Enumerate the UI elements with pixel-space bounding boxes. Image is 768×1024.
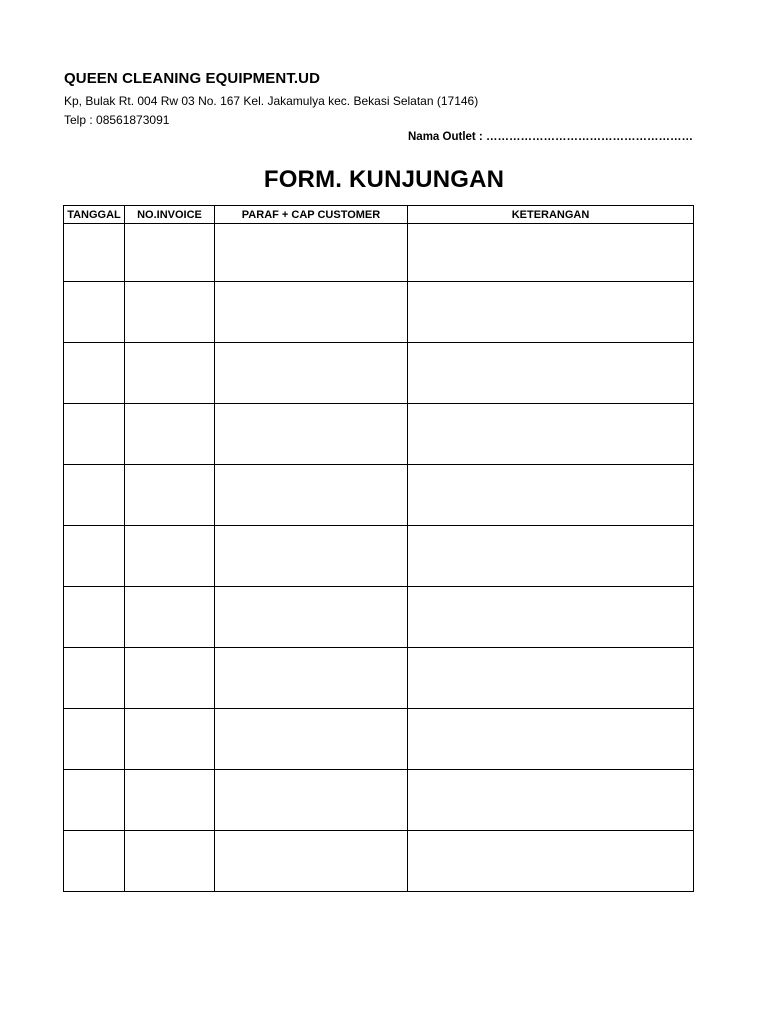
table-row [64,770,694,831]
company-address: Kp, Bulak Rt. 004 Rw 03 No. 167 Kel. Jakamulya kec. Bekasi Selatan (17146) [64,94,479,108]
keterangan-cell[interactable] [408,465,694,526]
keterangan-cell[interactable] [408,709,694,770]
keterangan-cell[interactable] [408,282,694,343]
table-row [64,465,694,526]
keterangan-cell[interactable] [408,526,694,587]
no-invoice-cell[interactable] [125,648,215,709]
no-invoice-cell[interactable] [125,587,215,648]
column-header-no-invoice: NO.INVOICE [125,206,215,224]
paraf-cap-customer-cell[interactable] [215,224,408,282]
tanggal-cell[interactable] [64,526,125,587]
no-invoice-cell[interactable] [125,831,215,892]
paraf-cap-customer-cell[interactable] [215,831,408,892]
table-body [64,224,694,892]
table-header-row [64,206,694,224]
no-invoice-cell[interactable] [125,770,215,831]
tanggal-cell[interactable] [64,465,125,526]
keterangan-cell[interactable] [408,770,694,831]
no-invoice-cell[interactable] [125,343,215,404]
tanggal-cell[interactable] [64,831,125,892]
keterangan-cell[interactable] [408,587,694,648]
paraf-cap-customer-cell[interactable] [215,648,408,709]
tanggal-cell[interactable] [64,343,125,404]
no-invoice-cell[interactable] [125,709,215,770]
tanggal-cell[interactable] [64,709,125,770]
column-header-keterangan: KETERANGAN [408,206,694,224]
no-invoice-cell[interactable] [125,282,215,343]
keterangan-cell[interactable] [408,404,694,465]
table-row [64,648,694,709]
paraf-cap-customer-cell[interactable] [215,404,408,465]
form-title: FORM. KUNJUNGAN [263,166,505,193]
company-phone: Telp : 08561873091 [64,113,170,127]
no-invoice-cell[interactable] [125,404,215,465]
tanggal-cell[interactable] [64,587,125,648]
outlet-name-field: Nama Outlet : ……………………………………………… [408,131,693,143]
column-header-tanggal: TANGGAL [64,206,125,224]
paraf-cap-customer-cell[interactable] [215,343,408,404]
tanggal-cell[interactable] [64,282,125,343]
paraf-cap-customer-cell[interactable] [215,526,408,587]
table-row [64,831,694,892]
column-header-paraf-cap-customer: PARAF + CAP CUSTOMER [215,206,408,224]
keterangan-cell[interactable] [408,648,694,709]
company-name: QUEEN CLEANING EQUIPMENT.UD [64,70,321,87]
tanggal-cell[interactable] [64,404,125,465]
table-row [64,404,694,465]
tanggal-cell[interactable] [64,224,125,282]
paraf-cap-customer-cell[interactable] [215,587,408,648]
table-row [64,224,694,282]
keterangan-cell[interactable] [408,343,694,404]
no-invoice-cell[interactable] [125,465,215,526]
table-row [64,343,694,404]
tanggal-cell[interactable] [64,648,125,709]
table-row [64,282,694,343]
paraf-cap-customer-cell[interactable] [215,465,408,526]
visit-table [63,205,694,892]
table-row [64,709,694,770]
table-row [64,587,694,648]
paraf-cap-customer-cell[interactable] [215,709,408,770]
paraf-cap-customer-cell[interactable] [215,282,408,343]
no-invoice-cell[interactable] [125,526,215,587]
paraf-cap-customer-cell[interactable] [215,770,408,831]
tanggal-cell[interactable] [64,770,125,831]
keterangan-cell[interactable] [408,224,694,282]
table-row [64,526,694,587]
keterangan-cell[interactable] [408,831,694,892]
no-invoice-cell[interactable] [125,224,215,282]
